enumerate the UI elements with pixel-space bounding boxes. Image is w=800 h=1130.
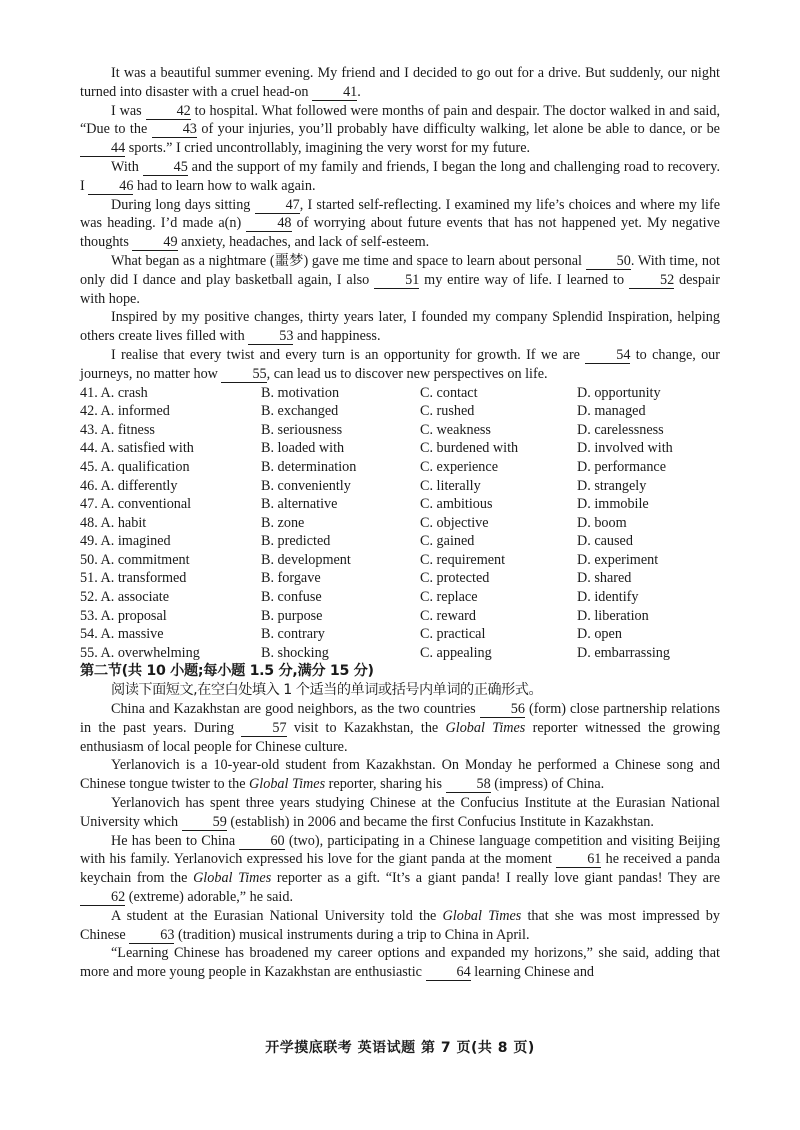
option-row — [80, 458, 720, 477]
option-choice: 54. A. massive — [80, 626, 164, 643]
blank-60: 60 — [239, 834, 284, 850]
blank-51: 51 — [374, 273, 419, 289]
grammar-paragraph-1: China and Kazakhstan are good neighbors, as the two countries 56 (form) close partnership relations in the past years. During 57 visit to Kazakhstan, the Global Times reporter witnessed the growing enthusiasm of local people for Chinese culture. — [80, 701, 720, 755]
option-choice: D. involved with — [577, 440, 673, 457]
option-choice: C. protected — [420, 570, 490, 587]
blank-57: 57 — [241, 721, 286, 737]
option-choice: B. purpose — [261, 607, 323, 624]
option-choice: B. alternative — [261, 496, 338, 513]
option-choice: D. performance — [577, 458, 667, 475]
option-choice: D. experiment — [577, 551, 659, 568]
blank-54: 54 — [585, 348, 630, 364]
option-choice: B. conveniently — [261, 477, 351, 494]
option-choice: B. predicted — [261, 533, 331, 550]
option-choice: 41. A. crash — [80, 384, 148, 401]
option-choice: 46. A. differently — [80, 477, 178, 494]
blank-53: 53 — [248, 329, 293, 345]
option-choice: B. seriousness — [261, 421, 343, 438]
newspaper-name: Global Times — [249, 776, 326, 793]
option-row — [80, 477, 720, 496]
option-choice: C. objective — [420, 514, 489, 531]
options-table — [80, 384, 720, 663]
option-choice: 47. A. conventional — [80, 496, 192, 513]
cloze-paragraph-2: I was 42 to hospital. What followed were months of pain and despair. The doctor walked in and said, “Due to the 43 of your injuries, you’ll probably have difficulty walking, let alone be able to dance, or be 44 sports.” I cried uncontrollably, imagining the very worst for my future. — [80, 102, 720, 157]
cloze-paragraph-7: I realise that every twist and every turn is an opportunity for growth. If we are 54 to change, our journeys, no matter how 55, can lead us to discover new perspectives on life. — [80, 346, 720, 382]
option-choice: B. exchanged — [261, 403, 339, 420]
option-choice: D. identify — [577, 589, 639, 606]
blank-44: 44 — [80, 141, 125, 157]
option-choice: C. weakness — [420, 421, 491, 438]
cloze-paragraph-4: During long days sitting 47, I started self-reflecting. I examined my life’s choices and where my life was heading. I’d made a(n) 48 of worrying about future events that has not happened yet. My negative thoughts 49 anxiety, headaches, and lack of self-esteem. — [80, 196, 720, 251]
option-choice: D. boom — [577, 514, 627, 531]
newspaper-name: Global Times — [445, 719, 526, 736]
newspaper-name: Global Times — [193, 870, 272, 887]
cloze-paragraph-6: Inspired by my positive changes, thirty years later, I founded my company Splendid Inspiration, helping others create lives filled with 53 and happiness. — [80, 309, 720, 345]
option-choice: 42. A. informed — [80, 403, 170, 420]
option-row — [80, 644, 720, 663]
option-row — [80, 551, 720, 570]
blank-42: 42 — [146, 104, 191, 120]
section-2-instruction: 阅读下面短文,在空白处填入 1 个适当的单词或括号内单词的正确形式。 — [111, 682, 543, 699]
option-choice: C. practical — [420, 626, 486, 643]
blank-43: 43 — [152, 122, 197, 138]
option-choice: C. rushed — [420, 403, 475, 420]
blank-61: 61 — [556, 852, 601, 868]
option-choice: 48. A. habit — [80, 514, 147, 531]
option-choice: 43. A. fitness — [80, 421, 155, 438]
blank-46: 46 — [88, 179, 133, 195]
option-choice: C. gained — [420, 533, 475, 550]
blank-48: 48 — [246, 216, 291, 232]
option-choice: C. contact — [420, 384, 478, 401]
option-choice: D. opportunity — [577, 384, 661, 401]
option-choice: C. burdened with — [420, 440, 519, 457]
option-row — [80, 569, 720, 588]
option-choice: 49. A. imagined — [80, 533, 171, 550]
cloze-paragraph-1: It was a beautiful summer evening. My friend and I decided to go out for a drive. But suddenly, our night turned into disaster with a cruel head-on 41. — [80, 65, 720, 100]
blank-41: 41 — [312, 85, 357, 101]
option-choice: D. liberation — [577, 607, 649, 624]
cloze-passage — [80, 64, 720, 384]
option-choice: 50. A. commitment — [80, 551, 190, 568]
option-choice: B. shocking — [261, 644, 329, 661]
option-row — [80, 421, 720, 440]
option-choice: D. immobile — [577, 496, 649, 513]
option-choice: B. confuse — [261, 589, 322, 606]
blank-45: 45 — [143, 160, 188, 176]
blank-62: 62 — [80, 890, 125, 906]
blank-64: 64 — [426, 965, 471, 981]
grammar-paragraph-5: A student at the Eurasian National University told the Global Times that she was most impressed by Chinese 63 (tradition) musical instruments during a trip to China in April. — [80, 907, 720, 943]
blank-58: 58 — [446, 777, 491, 793]
option-row — [80, 495, 720, 514]
option-choice: 52. A. associate — [80, 589, 170, 606]
cloze-paragraph-3: With 45 and the support of my family and friends, I began the long and challenging road to recovery. I 46 had to learn how to walk again. — [80, 158, 720, 194]
option-choice: B. development — [261, 551, 351, 568]
option-choice: B. zone — [261, 514, 305, 531]
blank-50: 50 — [586, 254, 631, 270]
option-choice: 53. A. proposal — [80, 607, 167, 624]
grammar-paragraph-3: Yerlanovich has spent three years studying Chinese at the Confucius Institute at the Eurasian National University which 59 (establish) in 2006 and became the first Confucius Institute in Kazakhstan. — [80, 795, 720, 830]
option-choice: D. carelessness — [577, 421, 664, 438]
option-choice: 55. A. overwhelming — [80, 644, 200, 661]
option-choice: D. caused — [577, 533, 633, 550]
section-2-heading: 第二节(共 10 小题;每小题 1.5 分,满分 15 分) — [80, 663, 374, 680]
option-choice: C. experience — [420, 458, 498, 475]
option-row — [80, 532, 720, 551]
option-row — [80, 514, 720, 533]
option-choice: B. loaded with — [261, 440, 345, 457]
option-choice: 51. A. transformed — [80, 570, 187, 587]
option-choice: 45. A. qualification — [80, 458, 190, 475]
option-choice: D. managed — [577, 403, 646, 420]
option-choice: B. contrary — [261, 626, 325, 643]
newspaper-name: Global Times — [442, 907, 522, 924]
option-choice: C. replace — [420, 589, 478, 606]
option-choice: C. ambitious — [420, 496, 493, 513]
option-choice: C. literally — [420, 477, 481, 494]
option-choice: B. forgave — [261, 570, 321, 587]
option-choice: 44. A. satisfied with — [80, 440, 194, 457]
option-row — [80, 439, 720, 458]
exam-page — [80, 64, 720, 982]
option-row — [80, 384, 720, 403]
grammar-paragraph-2: Yerlanovich is a 10-year-old student from Kazakhstan. On Monday he performed a Chinese song and Chinese tongue twister to the Global Times reporter, sharing his 58 (impress) of China. — [80, 757, 720, 793]
blank-59: 59 — [182, 815, 227, 831]
blank-56: 56 — [480, 702, 525, 718]
grammar-paragraph-6: “Learning Chinese has broadened my career options and expanded my horizons,” she said, adding that more and more young people in Kazakhstan are enthusiastic 64 learning Chinese and — [80, 945, 720, 981]
option-choice: C. reward — [420, 607, 476, 624]
option-row — [80, 625, 720, 644]
option-choice: D. shared — [577, 570, 632, 587]
blank-49: 49 — [132, 235, 177, 251]
option-row — [80, 607, 720, 626]
option-choice: D. open — [577, 626, 622, 643]
option-choice: B. determination — [261, 458, 357, 475]
cloze-paragraph-5: What began as a nightmare (噩梦) gave me time and space to learn about personal 50. With time, not only did I dance and play basketball again, I also 51 my entire way of life. I learned to 52 despair with hope. — [80, 252, 721, 307]
grammar-paragraph-4: He has been to China 60 (two), participating in a Chinese language competition and visiting Beijing with his family. Yerlanovich expressed his love for the giant panda at the moment 61 he received a panda keychain from the Global Times reporter as a gift. “It’s a giant panda! I really love giant pandas! They are 62 (extreme) adorable,” he said. — [80, 832, 720, 906]
blank-47: 47 — [255, 198, 300, 214]
option-row — [80, 588, 720, 607]
blank-55: 55 — [221, 367, 266, 383]
option-choice: C. requirement — [420, 551, 506, 568]
blank-52: 52 — [629, 273, 674, 289]
option-choice: D. embarrassing — [577, 644, 670, 661]
page-footer: 开学摸底联考 英语试题 第 7 页(共 8 页) — [265, 1040, 535, 1056]
blank-63: 63 — [129, 928, 174, 944]
option-choice: B. motivation — [261, 384, 340, 401]
option-row — [80, 402, 720, 421]
option-choice: D. strangely — [577, 477, 647, 494]
grammar-passage — [80, 700, 720, 982]
options-body — [80, 384, 720, 663]
option-choice: C. appealing — [420, 644, 492, 661]
